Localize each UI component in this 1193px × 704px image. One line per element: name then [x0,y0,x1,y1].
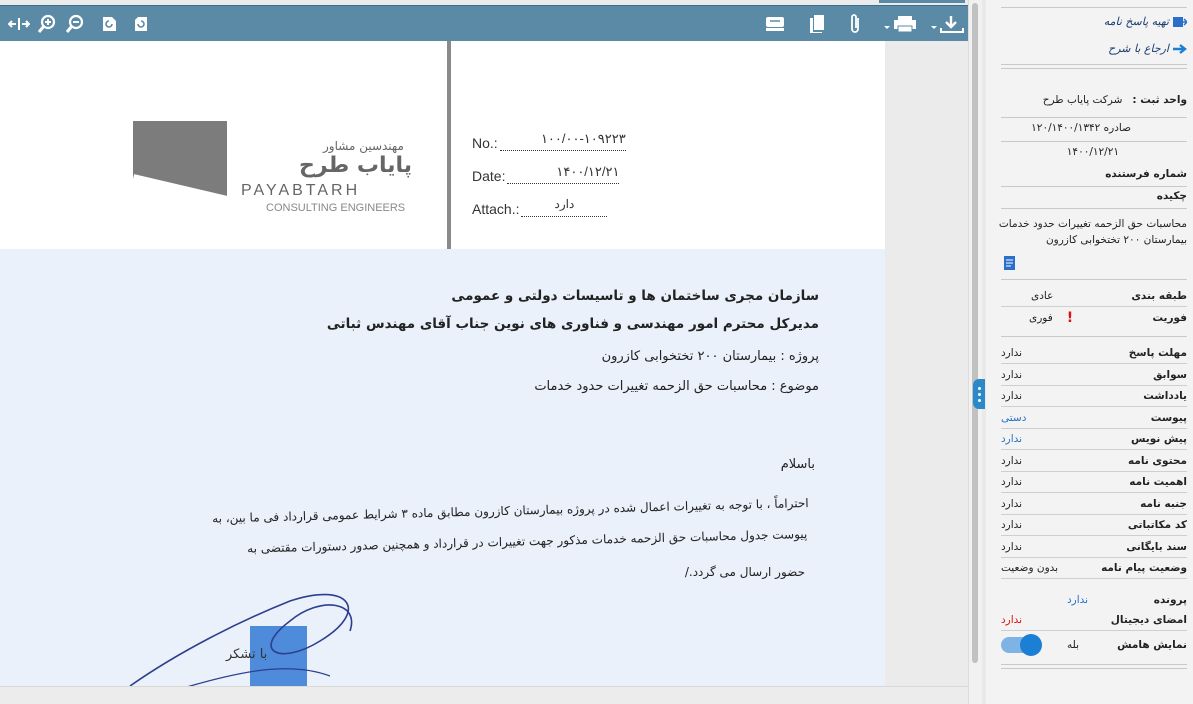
registration-unit [1043,94,1187,106]
classification-row [1001,286,1187,307]
header-divider [447,41,451,249]
refer-button[interactable] [1108,42,1187,55]
panel-drag-handle[interactable] [973,379,985,409]
arrow-right-icon [1173,44,1187,54]
prepare-reply-label: تهیه پاسخ نامه [1103,15,1169,28]
issued-date: ۱۴۰۰/۱۲/۲۱ [1066,146,1119,158]
property-row [1001,343,1187,364]
letter-page [0,41,885,686]
fit-width-icon[interactable] [6,12,32,36]
print-icon[interactable] [881,12,921,36]
property-value: ندارد [1001,454,1023,467]
sender-number-label: شماره فرستنده [1105,168,1187,180]
property-value: ندارد [1001,497,1023,510]
property-label: یادداشت [1143,390,1187,402]
property-label: مهلت پاسخ [1128,347,1187,359]
property-label: پیش نویس [1130,433,1187,445]
project-line: پروژه : بیمارستان ۲۰۰ تختخوابی کازرون [601,349,819,364]
reply-doc-icon [1173,16,1187,28]
property-row [1001,408,1187,429]
prepare-reply-button[interactable] [1104,15,1187,28]
scroll-thumb[interactable] [972,3,978,663]
closing: با تشکر [226,647,268,662]
property-label: اهمیت نامه [1129,476,1187,488]
date-label: Date: [472,168,506,184]
signature-label: امضای دیجیتال [1110,614,1187,626]
property-row [1001,365,1187,386]
greeting: باسلام [780,457,815,472]
zoom-in-icon[interactable] [35,12,59,36]
property-value: ندارد [1001,368,1023,381]
vertical-scrollbar[interactable] [968,0,982,704]
document-icon[interactable] [1003,255,1017,274]
logo-fa-small: مهندسین مشاور [323,139,404,153]
viewer-status-bar [0,686,968,704]
logo-en-small: CONSULTING ENGINEERS [266,202,406,214]
recipient-line-2: مدیرکل محترم امور مهندسی و فناوری های نوین جناب آقای مهندس ثباتی [326,316,819,332]
property-value: ندارد [1001,347,1023,359]
property-value: ندارد [1001,476,1023,488]
recipient-line-1: سازمان مجری ساختمان ها و تاسیسات دولتی و عمومی [451,288,819,304]
file-row [1001,589,1187,610]
property-value: بدون وضعیت [1001,562,1059,574]
property-label: وضعیت پیام نامه [1101,562,1187,574]
property-label: محتوی نامه [1128,454,1187,467]
letter-attach [472,197,607,217]
body-line-2: پیوست جدول محاسبات حق الزحمه خدمات مذکور جهت تغییرات در قرارداد و همچنین صدور دستورات مقتضی به [246,527,808,556]
signature-value: ندارد [1001,614,1023,626]
property-value: ندارد [1001,519,1023,531]
property-row [1001,472,1187,493]
attach-value: دارد [521,197,607,217]
property-row [1001,494,1187,515]
logo-fa-big: پایاب طرح [299,153,413,178]
classification-label: طبقه بندی [1131,290,1187,302]
attachment-icon[interactable] [845,12,865,36]
file-value[interactable]: ندارد [1067,593,1089,606]
summary-label: چکیده [1156,190,1187,202]
property-row [1001,515,1187,536]
viewer-toolbar [0,5,968,41]
unit-value: شرکت پایاب طرح [1042,94,1123,106]
stack-icon[interactable] [762,12,788,36]
property-value: ندارد [1001,390,1023,402]
copy-icon[interactable] [805,12,829,36]
property-label: جنبه نامه [1140,497,1187,510]
logo-mark [133,121,227,215]
priority-value: فوری [1029,311,1053,324]
rotate-right-icon[interactable] [130,12,152,36]
property-value: ندارد [1001,540,1023,553]
refer-label: ارجاع با شرح [1108,42,1169,55]
property-label: کد مکاتباتی [1127,519,1187,531]
attach-label: Attach.: [472,201,520,217]
body-line-1: احتراماً ، با توجه به تغییرات اعمال شده در پروژه بیمارستان کازرون مطابق ماده ۳ شرایط عمومی قرارداد فی ما بین، به [212,496,810,526]
date-value: ۱۴۰۰/۱۲/۲۱ [507,164,619,184]
subject-line: موضوع : محاسبات حق الزحمه تغییرات حدود خدمات [534,379,819,394]
property-row [1001,386,1187,407]
zoom-out-icon[interactable] [63,12,87,36]
property-value[interactable]: ندارد [1001,433,1023,445]
signature [120,581,400,686]
file-label: پرونده [1153,593,1187,606]
summary-text: محاسبات حق الزحمه تغییرات حدود خدمات بیمارستان ۲۰۰ تختخوابی کازرون [998,218,1187,246]
property-label: سوابق [1153,368,1187,381]
property-label: پیوست [1150,411,1187,424]
property-row [1001,451,1187,472]
number-value: ۱۰۰/۰۰-۱۰۹۲۲۳ [500,131,626,151]
priority-label: فوریت [1152,311,1187,324]
letter-number [472,131,626,151]
property-row [1001,558,1187,579]
property-row [1001,429,1187,450]
margin-row [1001,634,1187,655]
issued-number: صادره ۱۲۰/۱۴۰۰/۱۳۴۲ [1031,122,1131,134]
property-row [1001,537,1187,558]
logo-en-big: PAYABTARH [241,182,361,199]
letter-date [472,164,620,184]
property-value[interactable]: دستی [1001,411,1027,424]
letter-info-panel [986,0,1193,704]
margin-toggle[interactable] [1001,637,1041,653]
rotate-left-icon[interactable] [98,12,120,36]
number-label: No.: [472,135,498,151]
exclamation-icon: ! [1066,309,1074,326]
download-icon[interactable] [928,12,968,36]
unit-label: واحد ثبت : [1132,94,1187,106]
company-logo [133,121,425,221]
classification-value: عادی [1031,290,1054,302]
margin-value: بله [1067,638,1080,651]
signature-row [1001,610,1187,631]
priority-row [1001,307,1187,328]
body-line-3: حضور ارسال می گردد./ [684,565,805,579]
margin-label: نمایش هامش [1117,638,1187,651]
property-label: سند بایگانی [1126,540,1187,553]
active-tab-indicator [879,0,965,3]
